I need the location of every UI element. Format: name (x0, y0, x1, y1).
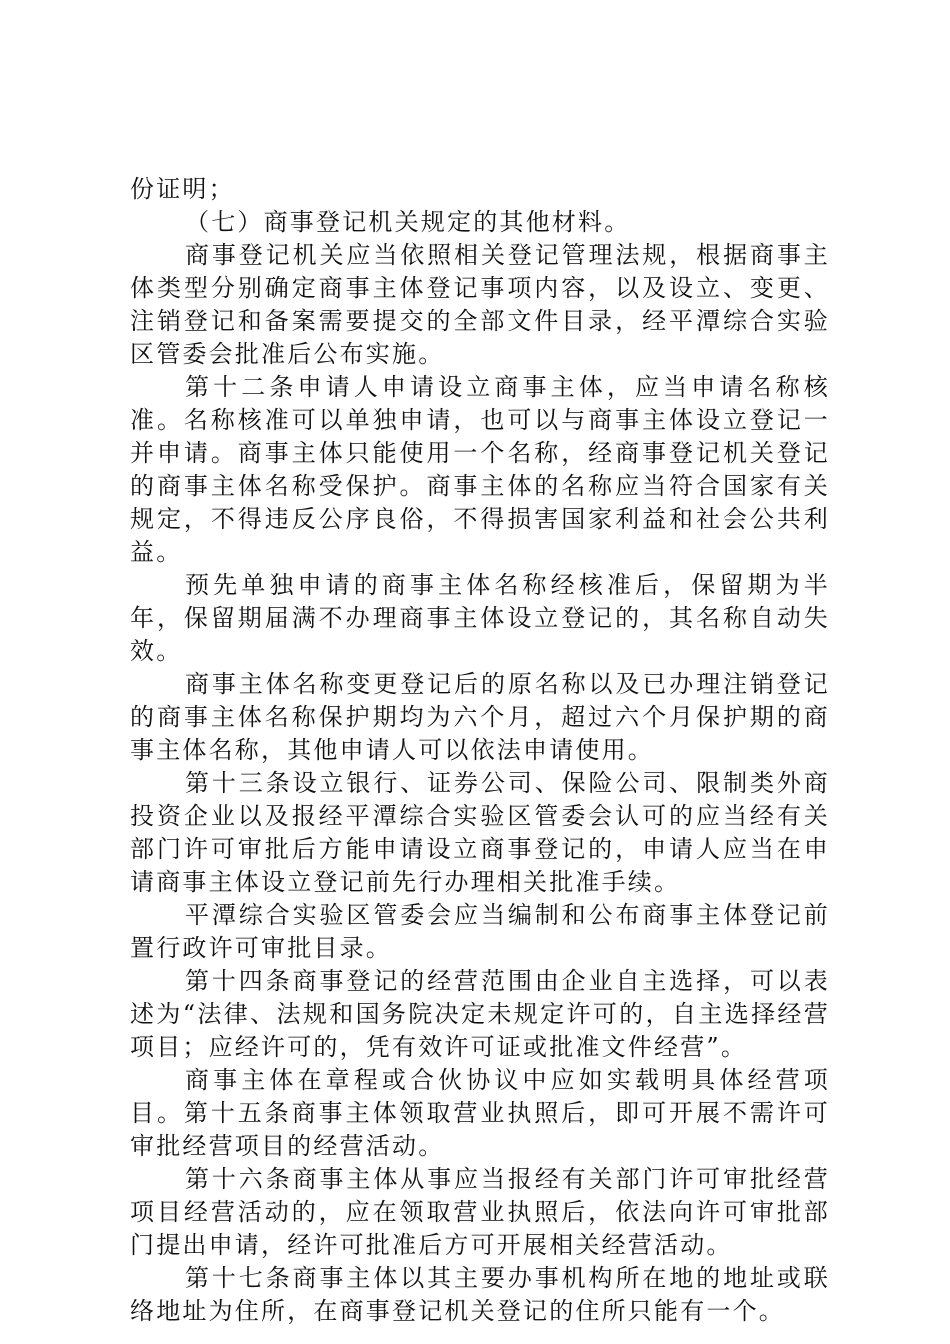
paragraph-4: 第十二条申请人申请设立商事主体，应当申请名称核准。名称核准可以单独申请，也可以与商事主体设立登记一并申请。商事主体只能使用一个名称，经商事登记机关登记的商事主体名称受保护。商事主体的名称应当符合国家有关规定，不得违反公序良俗，不得损害国家利益和社会公共利益。 (130, 373, 830, 566)
document-body (130, 173, 830, 1328)
paragraph-7: 第十三条设立银行、证券公司、保险公司、限制类外商投资企业以及报经平潭综合实验区管委会认可的应当经有关部门许可审批后方能申请设立商事登记的，申请人应当在申请商事主体设立登记前先行办理相关批准手续。 (130, 769, 830, 896)
paragraph-9: 第十四条商事登记的经营范围由企业自主选择，可以表述为“法律、法规和国务院决定未规定许可的，自主选择经营项目；应经许可的，凭有效许可证或批准文件经营”。 (130, 967, 830, 1061)
paragraph-1: 份证明； (130, 175, 235, 203)
paragraph-6: 商事主体名称变更登记后的原名称以及已办理注销登记的商事主体名称保护期均为六个月，超过六个月保护期的商事主体名称，其他申请人可以依法申请使用。 (130, 670, 830, 764)
paragraph-8: 平潭综合实验区管委会应当编制和公布商事主体登记前置行政许可审批目录。 (130, 901, 830, 962)
paragraph-2: （七）商事登记机关规定的其他材料。 (185, 208, 631, 236)
paragraph-11: 第十六条商事主体从事应当报经有关部门许可审批经营项目经营活动的，应在领取营业执照后，依法向许可审批部门提出申请，经许可批准后方可开展相关经营活动。 (130, 1165, 830, 1259)
paragraph-5: 预先单独申请的商事主体名称经核准后，保留期为半年，保留期届满不办理商事主体设立登记的，其名称自动失效。 (130, 571, 830, 665)
paragraph-12: 第十七条商事主体以其主要办事机构所在地的地址或联络地址为住所，在商事登记机关登记的住所只能有一个。 (130, 1264, 830, 1325)
paragraph-10: 商事主体在章程或合伙协议中应如实载明具体经营项目。第十五条商事主体领取营业执照后，即可开展不需许可审批经营项目的经营活动。 (130, 1066, 830, 1160)
paragraph-3: 商事登记机关应当依照相关登记管理法规，根据商事主体类型分别确定商事主体登记事项内容，以及设立、变更、注销登记和备案需要提交的全部文件目录，经平潭综合实验区管委会批准后公布实施。 (130, 241, 830, 368)
